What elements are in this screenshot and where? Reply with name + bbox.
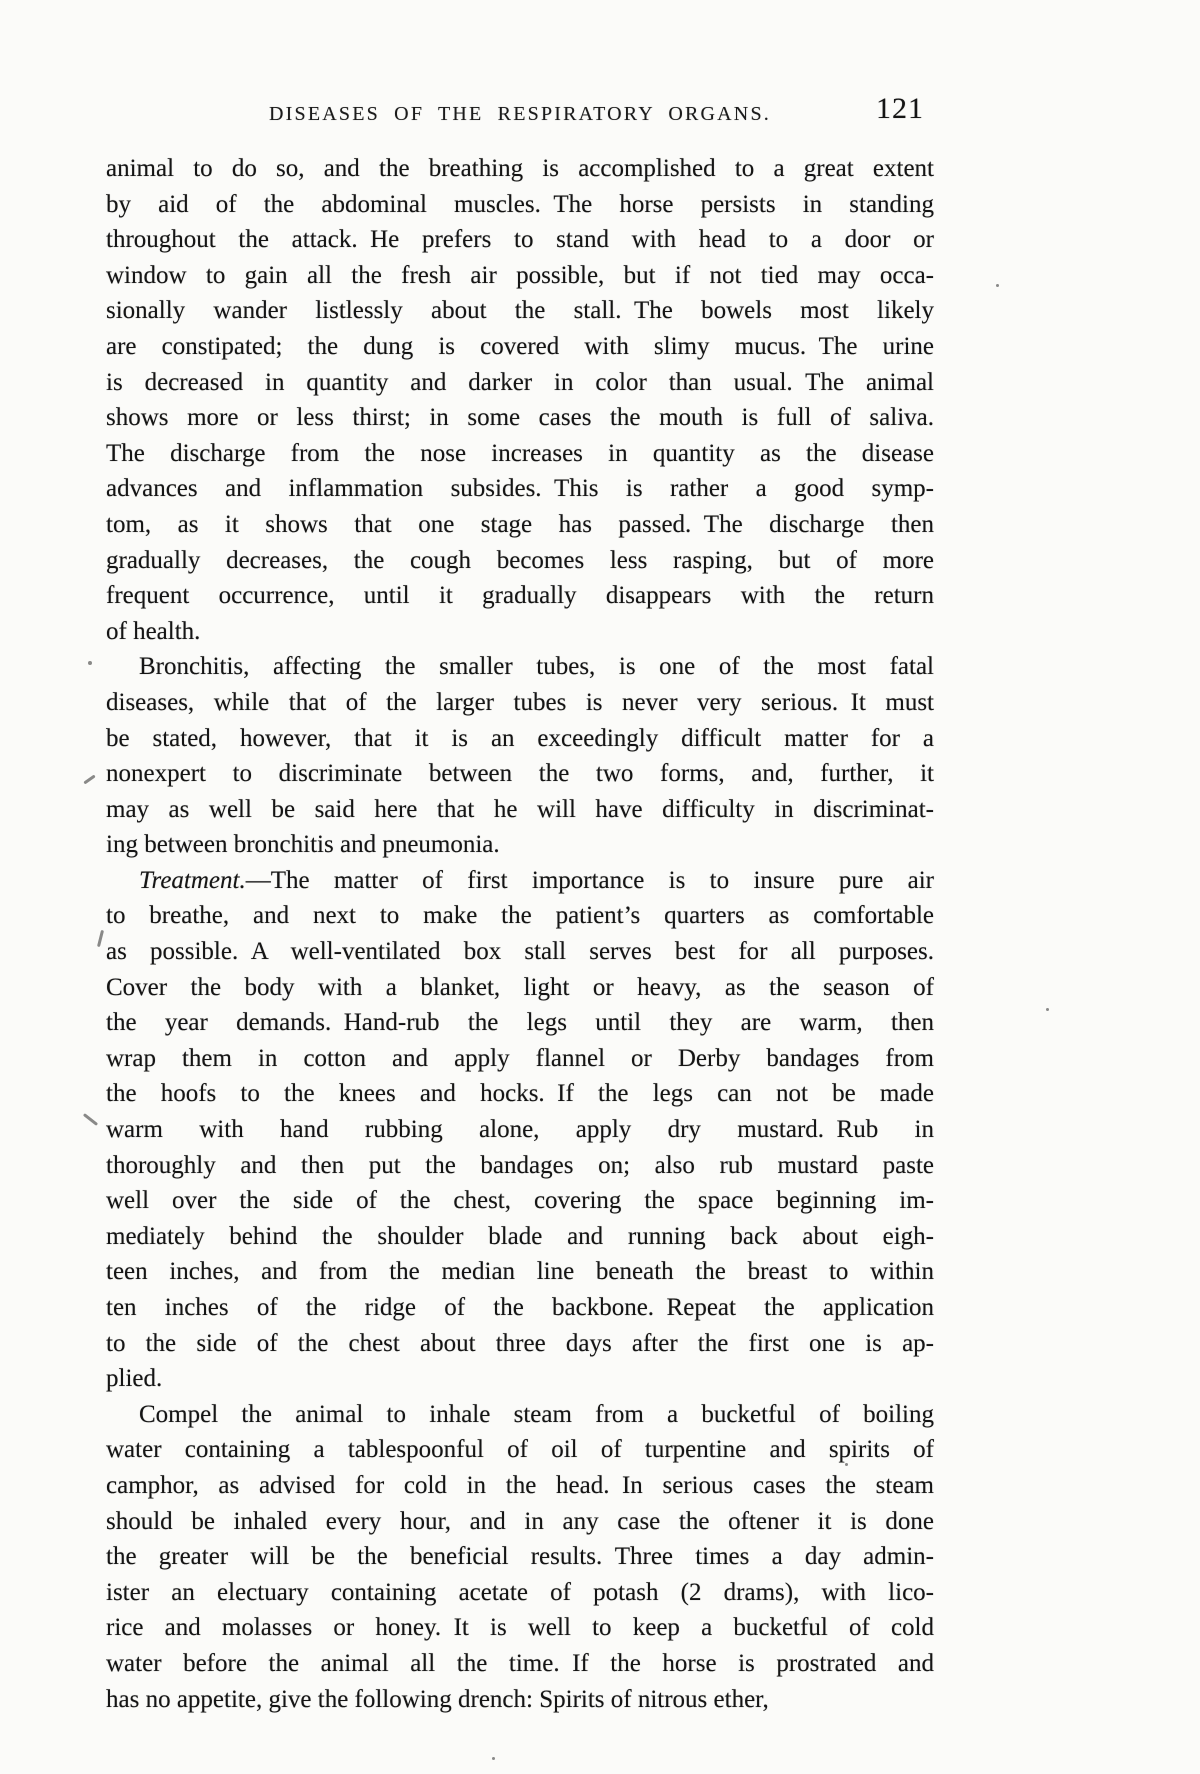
paragraph-steam-inhalation <box>106 1397 934 1717</box>
scan-artifact <box>83 1113 98 1126</box>
running-head <box>106 92 934 136</box>
text-line: as possible. A well-ventilated box stall serves best for all purposes. <box>106 938 934 966</box>
page-number: 121 <box>876 92 924 125</box>
scan-artifact <box>88 661 92 665</box>
text-line: warm with hand rubbing alone, apply dry mustard. Rub in <box>106 1116 934 1144</box>
treatment-lead-word: Treatment. <box>139 866 246 894</box>
text-line: diseases, while that of the larger tubes is never very serious. It must <box>106 688 934 716</box>
text-line: ten inches of the ridge of the backbone. Repeat the application <box>106 1294 934 1321</box>
paragraph-bronchitis <box>106 649 934 863</box>
text-line: by aid of the abdominal muscles. The horse persists in standing <box>106 190 934 218</box>
text-line: the greater will be the beneficial results. Three times a day admin- <box>106 1543 934 1571</box>
text-line: ing between bronchitis and pneumonia. <box>106 831 500 859</box>
text-line: of health. <box>106 617 201 645</box>
text-line: should be inhaled every hour, and in any case the oftener it is done <box>106 1507 934 1535</box>
text-line: well over the side of the chest, covering the space beginning im- <box>106 1187 934 1215</box>
scan-artifact <box>1046 1008 1049 1011</box>
text-line: camphor, as advised for cold in the head. In serious cases the steam <box>106 1471 934 1499</box>
text-line: wrap them in cotton and apply flannel or Derby bandages from <box>106 1044 934 1072</box>
text-line: to the side of the chest about three days after the first one is ap- <box>106 1329 934 1357</box>
text-line: be stated, however, that it is an exceedingly difficult matter for a <box>106 724 934 752</box>
text-line: Cover the body with a blanket, light or heavy, as the season of <box>106 973 934 1001</box>
text-line: window to gain all the fresh air possible, but if not tied may occa- <box>106 261 934 289</box>
text-line: to breathe, and next to make the patient’s quarters as comfortable <box>106 902 934 930</box>
text-line: advances and inflammation subsides. This is rather a good symp- <box>106 475 934 503</box>
text-line: is decreased in quantity and darker in color than usual. The animal <box>106 368 934 396</box>
scan-artifact <box>83 775 95 785</box>
paragraph-treatment <box>106 863 934 1397</box>
text-line: has no appetite, give the following drench: Spirits of nitrous ether, <box>106 1685 769 1713</box>
text-line: The discharge from the nose increases in quantity as the disease <box>106 439 934 467</box>
page-header-title: DISEASES OF THE RESPIRATORY ORGANS. <box>269 103 771 125</box>
text-line: Compel the animal to inhale steam from a bucketful of boiling <box>139 1400 934 1428</box>
text-line: gradually decreases, the cough becomes less rasping, but of more <box>106 546 934 574</box>
text-line: the hoofs to the knees and hocks. If the legs can not be made <box>106 1080 934 1108</box>
page-body <box>106 151 934 1717</box>
text-line: teen inches, and from the median line beneath the breast to within <box>106 1258 934 1286</box>
text-line: thoroughly and then put the bandages on; also rub mustard paste <box>106 1151 934 1179</box>
text-line: rice and molasses or honey. It is well to keep a bucketful of cold <box>106 1614 934 1642</box>
text-line: shows more or less thirst; in some cases the mouth is full of saliva. <box>106 404 934 432</box>
text-line: Bronchitis, affecting the smaller tubes, is one of the most fatal <box>139 653 934 681</box>
text-line: the year demands. Hand-rub the legs until they are warm, then <box>106 1009 934 1037</box>
text-line: ister an electuary containing acetate of potash (2 drams), with lico- <box>106 1578 934 1606</box>
scan-artifact <box>996 284 999 287</box>
text-line: frequent occurrence, until it gradually disappears with the return <box>106 582 934 610</box>
paragraph-symptoms-continued <box>106 151 934 649</box>
text-line: sionally wander listlessly about the stall. The bowels most likely <box>106 297 934 325</box>
text-line: animal to do so, and the breathing is accomplished to a great extent <box>106 155 934 182</box>
text-line: tom, as it shows that one stage has passed. The discharge then <box>106 510 934 538</box>
text-line: throughout the attack. He prefers to stand with head to a door or <box>106 226 934 254</box>
scan-artifact <box>492 1757 495 1760</box>
text-line: nonexpert to discriminate between the two forms, and, further, it <box>106 760 934 788</box>
text-line: water containing a tablespoonful of oil of turpentine and spirits of <box>106 1436 934 1464</box>
text-line: are constipated; the dung is covered with slimy mucus. The urine <box>106 332 934 360</box>
text-line: Treatment.—The matter of first importance is to insure pure air <box>139 866 934 894</box>
text-line: mediately behind the shoulder blade and running back about eigh- <box>106 1222 934 1250</box>
text-line: water before the animal all the time. If the horse is prostrated and <box>106 1649 934 1677</box>
text-line: may as well be said here that he will have difficulty in discriminat- <box>106 795 934 823</box>
scan-artifact <box>97 930 104 947</box>
text-line: plied. <box>106 1365 163 1393</box>
scan-artifact <box>845 1463 848 1466</box>
